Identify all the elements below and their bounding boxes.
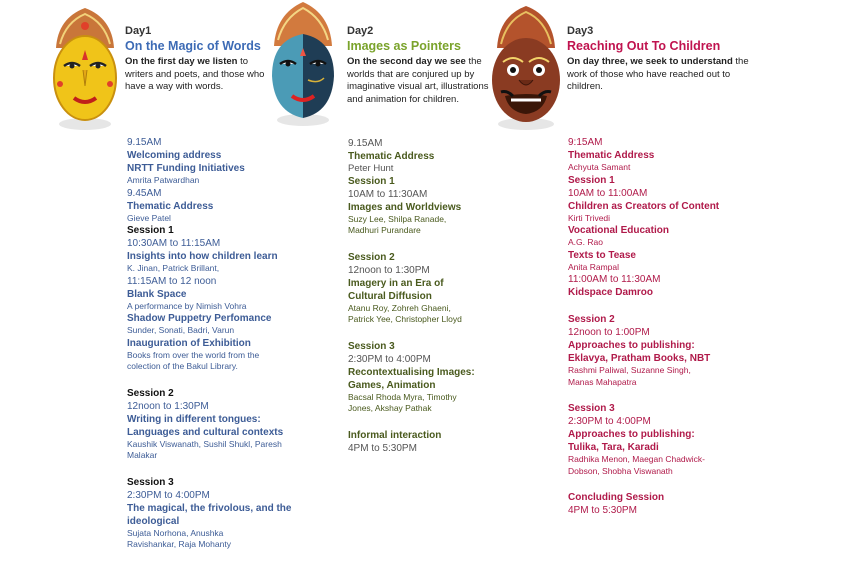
time: 12noon to 1:30PM xyxy=(127,400,209,412)
day3-label: Day3 xyxy=(567,25,594,37)
event-title: Writing in different tongues: xyxy=(127,413,261,425)
speakers: Sunder, Sonati, Badri, Varun xyxy=(127,325,235,335)
event-title: Cultural Diffusion xyxy=(348,290,432,302)
event-title: Images and Worldviews xyxy=(348,201,462,213)
day1-intro-lead: On the first day we listen xyxy=(125,56,238,67)
red-demon-mask-icon xyxy=(483,4,569,132)
speakers: Achyuta Samant xyxy=(568,162,631,172)
session-heading: Informal interaction xyxy=(348,429,442,441)
speakers: Rashmi Paliwal, Suzanne Singh, xyxy=(568,365,691,375)
day2-intro xyxy=(347,56,489,106)
day3-intro xyxy=(567,56,752,94)
event-title: ideological xyxy=(127,515,180,527)
speakers: Madhuri Purandare xyxy=(348,225,421,235)
speakers: Anita Rampal xyxy=(568,261,620,272)
speakers: Manas Mahapatra xyxy=(568,376,637,387)
event-title: The magical, the frivolous, and the xyxy=(127,502,292,514)
time: 10AM to 11:00AM xyxy=(568,187,648,199)
day2-intro-lead: On the second day we see xyxy=(347,56,466,67)
session-heading: Thematic Address xyxy=(348,151,435,162)
event-title: Inauguration of Exhibition xyxy=(127,337,251,349)
day2-title: Images as Pointers xyxy=(347,39,461,53)
event-title: Children as Creators of Content xyxy=(568,200,720,212)
time: 4PM to 5:30PM xyxy=(568,505,637,516)
day3-header xyxy=(567,25,752,94)
time: 2:30PM to 4:00PM xyxy=(127,489,210,501)
session-heading: Session 3 xyxy=(568,403,615,414)
day1-intro-rest: to writers and poets, and those who have a way with words. xyxy=(125,56,265,92)
speakers: Kaushik Viswanath, Sushil Shukl, Paresh xyxy=(127,438,282,449)
event-title: Vocational Education xyxy=(568,225,669,236)
event-title: Recontextualising Images: xyxy=(348,366,475,378)
event-title: Games, Animation xyxy=(348,379,436,391)
day2-label: Day2 xyxy=(347,25,374,37)
event-title: Thematic Address xyxy=(127,200,214,212)
event-title: Imagery in an Era of xyxy=(348,277,444,289)
blue-half-face-mask-icon xyxy=(262,0,344,128)
time: 12noon to 1:30PM xyxy=(348,264,430,276)
event-title: Tulika, Tara, Karadi xyxy=(568,442,659,453)
event-title: Texts to Tease xyxy=(568,249,636,261)
session-heading: Concluding Session xyxy=(568,492,665,503)
time: 11:00AM to 11:30AM xyxy=(568,274,661,285)
speakers: Malakar xyxy=(127,450,158,460)
speakers: Peter Hunt xyxy=(348,163,394,174)
event-description: colection of the Bakul Library. xyxy=(127,361,238,371)
session-heading: Session 3 xyxy=(348,340,395,352)
speakers: Patrick Yee, Christopher Lloyd xyxy=(348,314,462,324)
event-title: Languages and cultural contexts xyxy=(127,426,284,438)
speakers: Atanu Roy, Zohreh Ghaeni, xyxy=(348,302,451,313)
speakers: Gieve Patel xyxy=(127,212,171,223)
session-heading: Session 2 xyxy=(127,387,174,399)
time: 2:30PM to 4:00PM xyxy=(348,353,431,365)
speakers: Sujata Norhona, Anushka xyxy=(127,527,224,538)
session-heading: Session 1 xyxy=(568,174,615,186)
day2-header xyxy=(347,25,489,106)
speakers: Dobson, Shobha Viswanath xyxy=(568,465,673,476)
event-title: Approaches to publishing: xyxy=(568,429,695,440)
event-title: Approaches to publishing: xyxy=(568,340,695,351)
time: 11:15AM to 12 noon xyxy=(127,275,217,287)
day2-intro-rest: the worlds that are conjured up by imaginative visual art, illustrations and animation for children. xyxy=(347,56,489,105)
day2-schedule xyxy=(348,137,498,455)
time: 12noon to 1:00PM xyxy=(568,327,650,338)
time: 10:30AM to 11:15AM xyxy=(127,238,221,249)
speakers: A performance by Nimish Vohra xyxy=(127,300,247,311)
speakers: Radhika Menon, Maegan Chadwick- xyxy=(568,454,706,464)
speakers: A.G. Rao xyxy=(568,237,603,247)
session-heading: Session 1 xyxy=(127,225,174,236)
day1-label: Day1 xyxy=(125,25,152,37)
session-heading: Thematic Address xyxy=(568,150,655,161)
day1-intro xyxy=(125,56,270,94)
session-heading: Session 3 xyxy=(127,476,174,488)
session-heading: Session 1 xyxy=(348,175,395,187)
speakers: Kirti Trivedi xyxy=(568,212,611,223)
speakers: Bacsal Rhoda Myra, Timothy xyxy=(348,391,457,402)
session-heading: Session 2 xyxy=(348,251,395,263)
time: 10AM to 11:30AM xyxy=(348,188,428,200)
day3-intro-lead: On day three, we seek to understand xyxy=(567,56,733,67)
event-title: Welcoming address xyxy=(127,150,222,161)
speakers: K. Jinan, Patrick Brillant, xyxy=(127,263,220,273)
event-title: NRTT Funding Initiatives xyxy=(127,163,245,174)
yellow-deity-mask-icon xyxy=(44,4,126,132)
time: 9.45AM xyxy=(127,187,162,199)
event-title: Blank Space xyxy=(127,288,187,300)
day3-schedule xyxy=(568,136,748,517)
event-title: Kidspace Damroo xyxy=(568,287,654,298)
day3-intro-rest: the work of those who have reached out to children. xyxy=(567,56,749,92)
day1-header xyxy=(125,25,270,94)
time: 9.15AM xyxy=(348,138,383,149)
session-heading: Session 2 xyxy=(568,314,615,325)
time: 9.15AM xyxy=(127,137,162,148)
day1-title: On the Magic of Words xyxy=(125,39,261,53)
event-title: Shadow Puppetry Perfomance xyxy=(127,313,272,324)
day3-title: Reaching Out To Children xyxy=(567,39,721,53)
time: 9:15AM xyxy=(568,137,603,148)
speakers: Jones, Akshay Pathak xyxy=(348,403,432,413)
event-description: Books from over the world from the xyxy=(127,349,260,360)
event-title: Insights into how children learn xyxy=(127,251,278,262)
speakers: Amrita Patwardhan xyxy=(127,175,200,185)
time: 2:30PM to 4:00PM xyxy=(568,416,651,427)
time: 4PM to 5:30PM xyxy=(348,442,417,454)
speakers: Suzy Lee, Shilpa Ranade, xyxy=(348,213,447,224)
event-title: Eklavya, Pratham Books, NBT xyxy=(568,353,711,364)
day1-schedule xyxy=(127,136,307,551)
speakers: Ravishankar, Raja Mohanty xyxy=(127,539,231,549)
